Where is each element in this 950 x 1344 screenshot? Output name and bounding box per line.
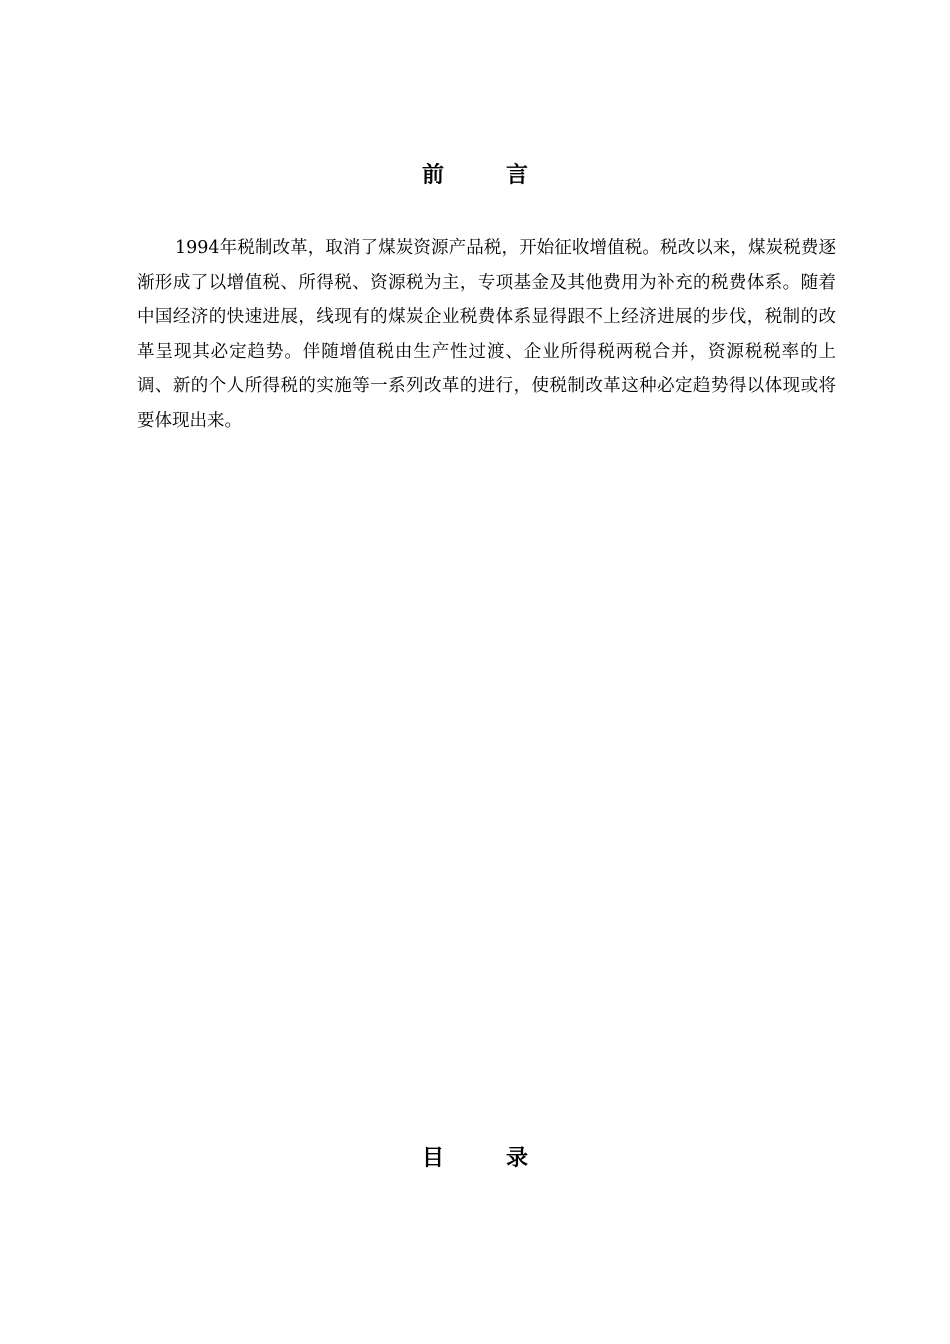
preface-paragraph: 1994年税制改革，取消了煤炭资源产品税，开始征收增值税。税改以来，煤炭税费逐渐形成了以增值税、所得税、资源税为主，专项基金及其他费用为补充的税费体系。随着中国经济的快速进展，线现有的煤炭企业税费体系显得跟不上经济进展的步伐，税制的改革呈现其必定趋势。伴随增值税由生产性过渡、企业所得税两税合并，资源税税率的上调、新的个人所得税的实施等一系列改革的进行，使税制改革这种必定趋势得以体现或将要体现出来。 (137, 238, 836, 431)
table-of-contents-title: 目 录 (421, 1146, 548, 1171)
preface-title: 前 言 (421, 163, 548, 188)
